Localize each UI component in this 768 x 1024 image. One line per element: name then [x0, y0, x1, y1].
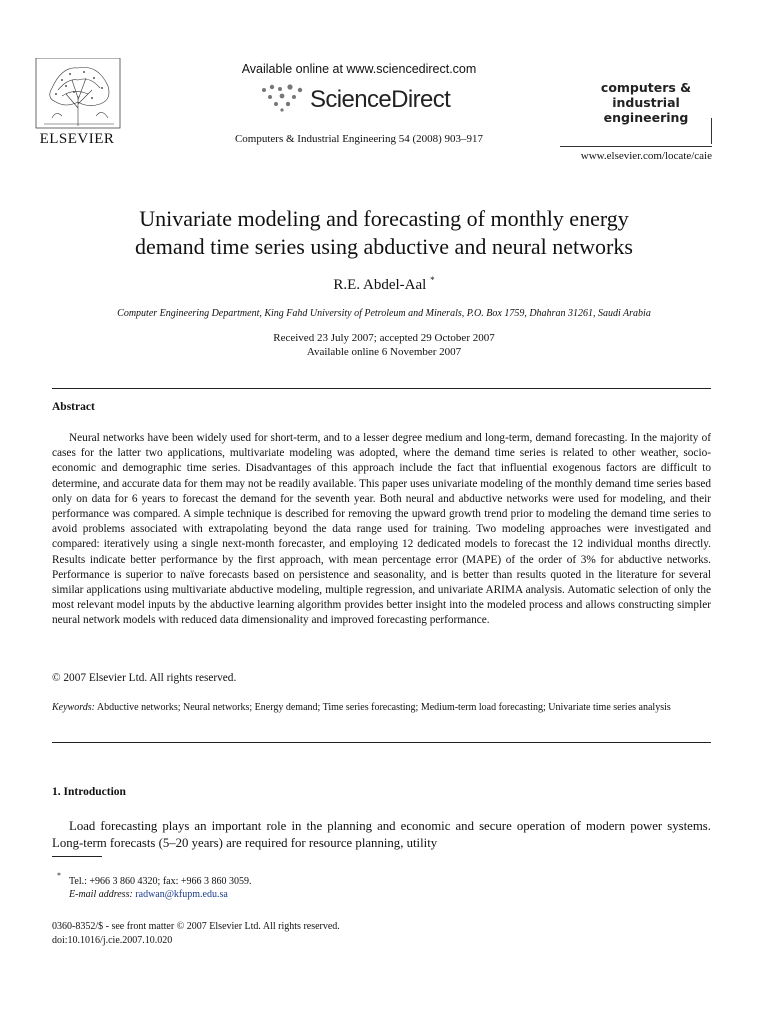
available-online-text: Available online at www.sciencedirect.com [241, 62, 477, 76]
journal-logo [580, 80, 712, 125]
journal-url[interactable]: www.elsevier.com/locate/caie [580, 150, 712, 162]
journal-logo-line: computers & [600, 80, 692, 95]
keywords [52, 701, 711, 715]
journal-logo-line: industrial [612, 95, 680, 110]
logo-divider-vertical [711, 118, 712, 144]
abstract-heading: Abstract [52, 401, 95, 413]
affiliation: Computer Engineering Department, King Fahd University of Petroleum and Minerals, P.O. Box 1759, Dhahran 31261, Saudi Arabia [117, 308, 651, 319]
journal-citation: Computers & Industrial Engineering 54 (2008) 903–917 [234, 133, 484, 145]
abstract-copyright: © 2007 Elsevier Ltd. All rights reserved. [52, 672, 237, 684]
keywords-list: Abductive networks; Neural networks; Energy demand; Time series forecasting; Medium-term load forecasting; Univariate time series analysis [96, 702, 671, 713]
available-date: Available online 6 November 2007 [306, 346, 462, 358]
issn-line: 0360-8352/$ - see front matter © 2007 Elsevier Ltd. All rights reserved. [52, 921, 340, 932]
doi-line[interactable]: doi:10.1016/j.cie.2007.10.020 [52, 935, 173, 946]
article-title [40, 205, 728, 261]
footnote-email-line [69, 889, 228, 900]
received-date: Received 23 July 2007; accepted 29 October 2007 [273, 332, 495, 344]
keywords-label: Keywords: [52, 702, 95, 713]
title-line: demand time series using abductive and neural networks [135, 234, 633, 259]
divider [52, 388, 711, 389]
footnote-contact: Tel.: +966 3 860 4320; fax: +966 3 860 3059. [69, 876, 252, 887]
title-line: Univariate modeling and forecasting of monthly energy [139, 206, 629, 231]
footnote-mark: * [57, 871, 61, 880]
logo-divider-horizontal [560, 146, 712, 147]
author-line [40, 275, 728, 294]
author-footnote-mark[interactable]: * [430, 275, 435, 285]
article-dates [40, 331, 728, 359]
divider [52, 742, 711, 743]
introduction-body: Load forecasting plays an important role in the planning and economic and secure operation of modern power systems. Long-term forecasts (5–20 years) are required for resource planning, utility [52, 819, 711, 850]
front-matter [52, 920, 340, 948]
section-heading-introduction: 1. Introduction [52, 786, 126, 798]
sciencedirect-dots-icon [260, 82, 308, 112]
journal-logo-line: engineering [603, 110, 689, 125]
email-label: E-mail address: [69, 889, 133, 900]
publisher-name: ELSEVIER [39, 131, 115, 147]
author-name: R.E. Abdel-Aal [333, 277, 427, 293]
sciencedirect-brand: ScienceDirect [310, 86, 451, 113]
abstract-body: Neural networks have been widely used for short-term, and to a lesser degree medium and long-term, demand forecasting. In the majority of cases for the latter two applications, multivariate modeling was adopted, where the demand time series is related to other weather, socio-economic and demographic time series. Disadvantages of this approach include the fact that influential exogenous factors are difficult to determine, and accurate data for them may not be readily available. This paper uses univariate modeling of the monthly demand time series based only on data for 6 years to forecast the demand for the seventh year. Both neural and abductive networks were used for modeling, and their performance was compared. A simple technique is described for removing the upward growth trend prior to modeling the demand time series to avoid problems associated with extrapolating beyond the data range used for training. Two modeling approaches were investigated and compared: iteratively using a single next-month forecaster, and employing 12 dedicated models to forecast the 12 individual months directly. Results indicate better performance by the first approach, with mean percentage error (MAPE) of the order of 3% for abductive networks. Performance is superior to naïve forecasts based on persistence and seasonality, and is better than results quoted in the literature for several similar applications using multivariate abductive modeling, multiple regression, and univariate ARIMA analysis. Automatic selection of only the most relevant model inputs by the abductive learning algorithm provides better insight into the modeled process and allows constructing simpler neural network models with reduced data dimensionality and improved forecasting performance. [52, 432, 711, 627]
email-link[interactable]: radwan@kfupm.edu.sa [135, 889, 228, 900]
footnote-rule [52, 856, 102, 857]
